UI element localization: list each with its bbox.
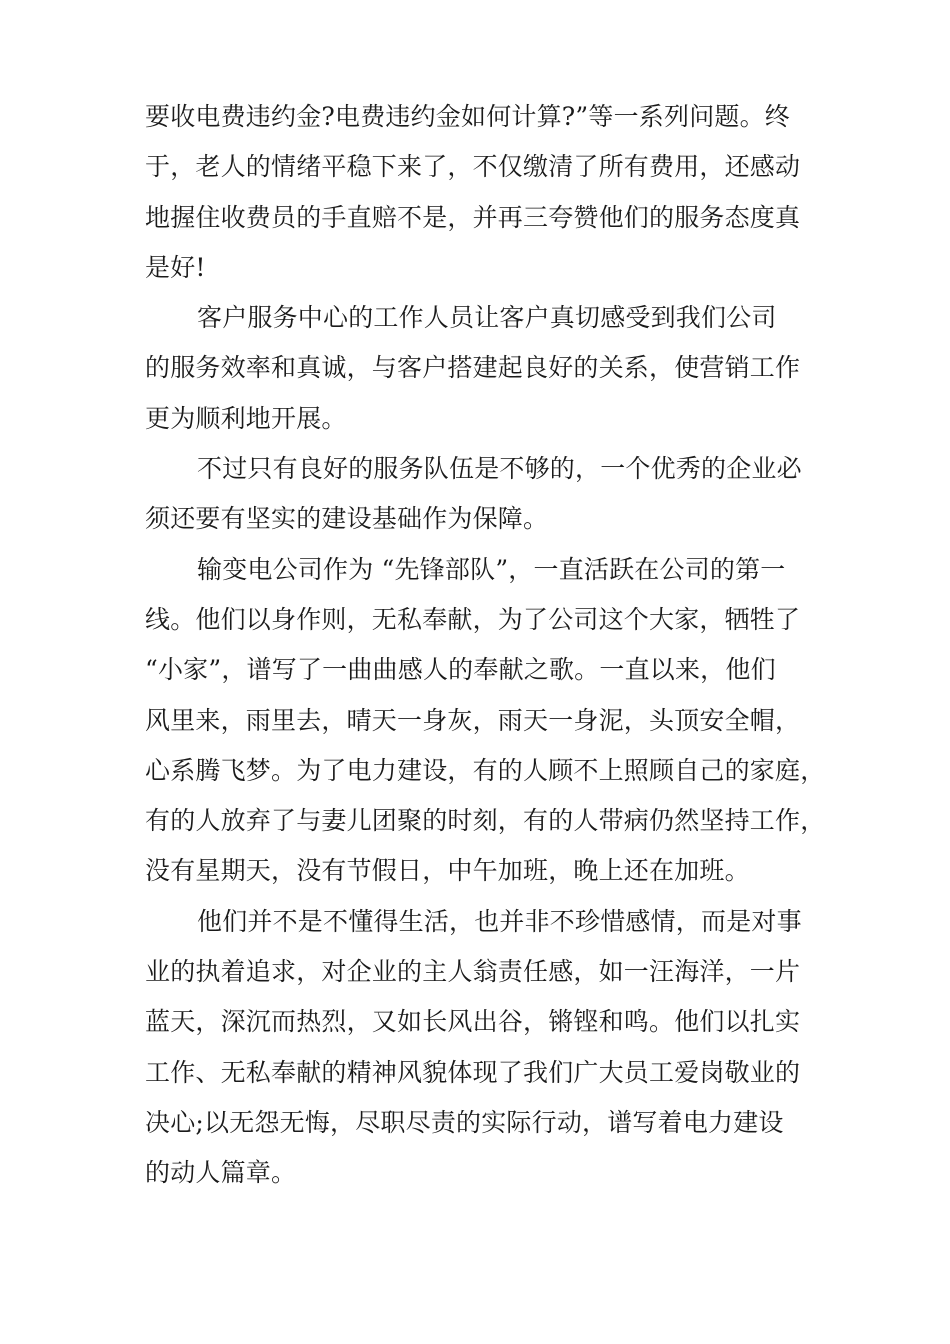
text-line: “小家”，谱写了一曲曲感人的奉献之歌。一直以来，他们 xyxy=(145,655,776,685)
text-line: 于，老人的情绪平稳下来了，不仅缴清了所有费用，还感动 xyxy=(145,152,801,182)
text-line: 是好! xyxy=(145,252,206,282)
text-line: 风里来，雨里去，晴天一身灰，雨天一身泥，头顶安全帽， xyxy=(145,705,801,735)
text-line: 没有星期天，没有节假日，中午加班，晚上还在加班。 xyxy=(145,856,750,886)
text-line: 决心;以无怨无悔，尽职尽责的实际行动，谱写着电力建设 xyxy=(145,1107,784,1137)
text-line: 有的人放弃了与妻儿团聚的时刻，有的人带病仍然坚持工作， xyxy=(145,806,826,836)
paragraph-start-line: 不过只有良好的服务队伍是不够的，一个优秀的企业必 xyxy=(197,454,802,484)
text-line: 的动人篇章。 xyxy=(145,1158,297,1188)
text-line: 心系腾飞梦。为了电力建设，有的人顾不上照顾自己的家庭， xyxy=(145,755,826,785)
text-line: 的服务效率和真诚，与客户搭建起良好的关系，使营销工作 xyxy=(145,353,801,383)
text-line: 地握住收费员的手直赔不是，并再三夸赞他们的服务态度真 xyxy=(145,202,801,232)
paragraph-start-line: 他们并不是不懂得生活，也并非不珍惜感情，而是对事 xyxy=(197,906,802,936)
text-line: 工作、无私奉献的精神风貌体现了我们广大员工爱岗敬业的 xyxy=(145,1057,801,1087)
text-line: 业的执着追求，对企业的主人翁责任感，如一汪海洋，一片 xyxy=(145,957,801,987)
text-line: 线。他们以身作则，无私奉献，为了公司这个大家，牺牲了 xyxy=(145,604,801,634)
text-line: 要收电费违约金?电费违约金如何计算?”等一系列问题。终 xyxy=(145,102,790,131)
body-text xyxy=(145,92,825,1199)
text-line: 蓝天，深沉而热烈，又如长风出谷，锵铿和鸣。他们以扎实 xyxy=(145,1007,801,1037)
text-line: 须还要有坚实的建设基础作为保障。 xyxy=(145,504,549,534)
text-line: 更为顺利地开展。 xyxy=(145,403,347,433)
paragraph-start-line: 客户服务中心的工作人员让客户真切感受到我们公司 xyxy=(197,303,777,333)
paragraph-start-line: 输变电公司作为 “先锋部队”，一直活跃在公司的第一 xyxy=(197,554,786,584)
